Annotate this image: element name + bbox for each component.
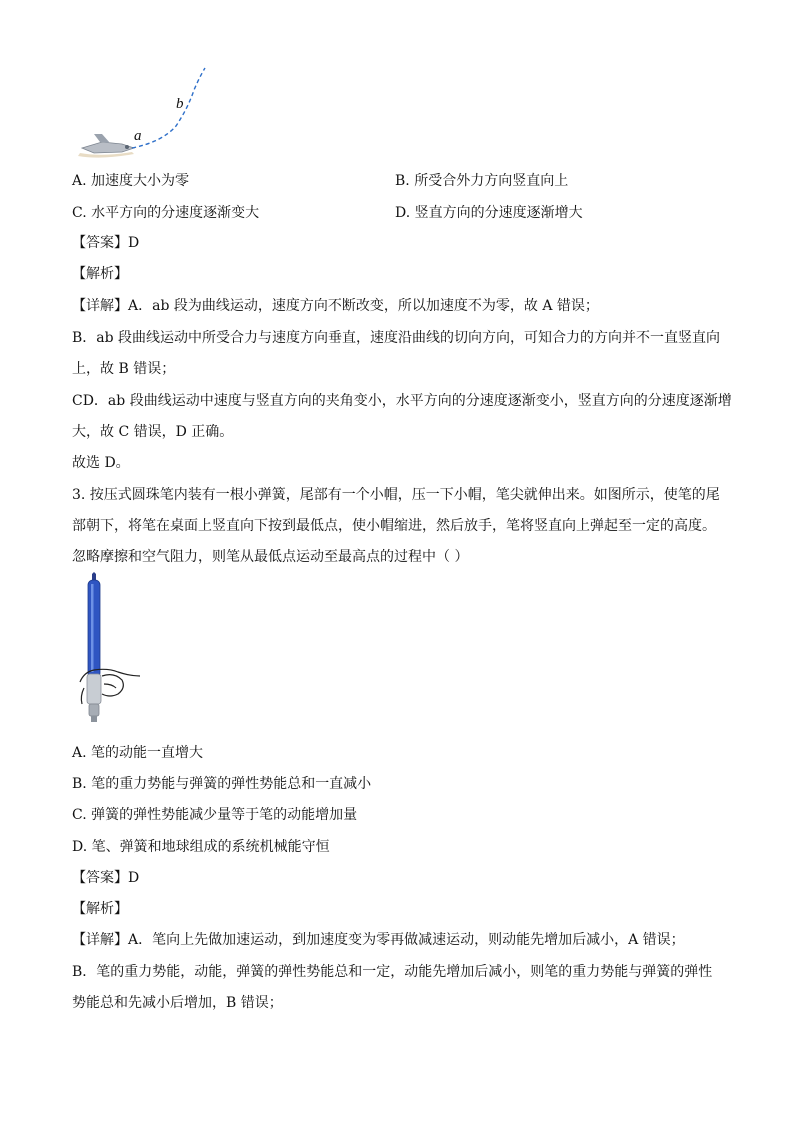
q2-detail-line-5: 大，故 C 错误，D 正确。 [72,424,234,440]
q2-option-d: D. 竖直方向的分速度逐渐增大 [395,205,583,221]
label-b: b [176,96,184,112]
q3-detail-line-2: B．笔的重力势能，动能，弹簧的弹性势能总和一定，动能先增加后减小，则笔的重力势能与弹簧的弹性 [72,964,713,980]
q2-option-a: A. 加速度大小为零 [72,173,190,189]
q3-detail-line-3: 势能总和先减小后增加，B 错误； [72,995,283,1011]
q3-option-d: D. 笔、弹簧和地球组成的系统机械能守恒 [72,839,330,855]
q3-analysis-label: 【解析】 [72,901,128,917]
q3-detail-line-1: 【详解】A．笔向上先做加速运动，到加速度变为零再做减速运动，则动能先增加后减小，A 错误； [72,932,685,948]
pen-figure [74,572,144,732]
q2-option-c: C. 水平方向的分速度逐渐变大 [72,205,260,221]
q2-analysis-label: 【解析】 [72,266,128,282]
q3-stem-line-3: 忽略摩擦和空气阻力，则笔从最低点运动至最高点的过程中（ ） [72,549,469,565]
q3-option-c: C. 弹簧的弹性势能减少量等于笔的动能增加量 [72,807,358,823]
q3-option-b: B. 笔的重力势能与弹簧的弹性势能总和一直减小 [72,776,372,792]
trajectory-curve [132,68,205,148]
q2-answer: 【答案】D [72,235,140,251]
q2-detail-line-2: B．ab 段曲线运动中所受合力与速度方向垂直，速度沿曲线的切向方向，可知合力的方向并不一直竖直向 [72,330,721,346]
q3-stem-line-1: 3. 按压式圆珠笔内装有一根小弹簧，尾部有一个小帽，压一下小帽，笔尖就伸出来。如图所示，使笔的尾 [72,487,720,503]
q3-stem-line-2: 部朝下，将笔在桌面上竖直向下按到最低点，使小帽缩进，然后放手，笔将竖直向上弹起至一定的高度。 [72,518,716,534]
jet-icon [78,134,134,158]
pen-icon [87,572,101,722]
q2-option-b: B. 所受合外力方向竖直向上 [395,173,569,189]
q3-option-a: A. 笔的动能一直增大 [72,745,204,761]
trajectory-figure [72,62,222,162]
q2-detail-line-4: CD．ab 段曲线运动中速度与竖直方向的夹角变小，水平方向的分速度逐渐变小，竖直方向的分速度逐渐增 [72,393,732,409]
q2-detail-line-1: 【详解】A．ab 段为曲线运动，速度方向不断改变，所以加速度不为零，故 A 错误； [72,298,599,314]
label-a: a [134,128,142,144]
q2-detail-line-6: 故选 D。 [72,455,130,471]
q3-answer: 【答案】D [72,870,140,886]
q2-detail-line-3: 上，故 B 错误； [72,361,176,377]
